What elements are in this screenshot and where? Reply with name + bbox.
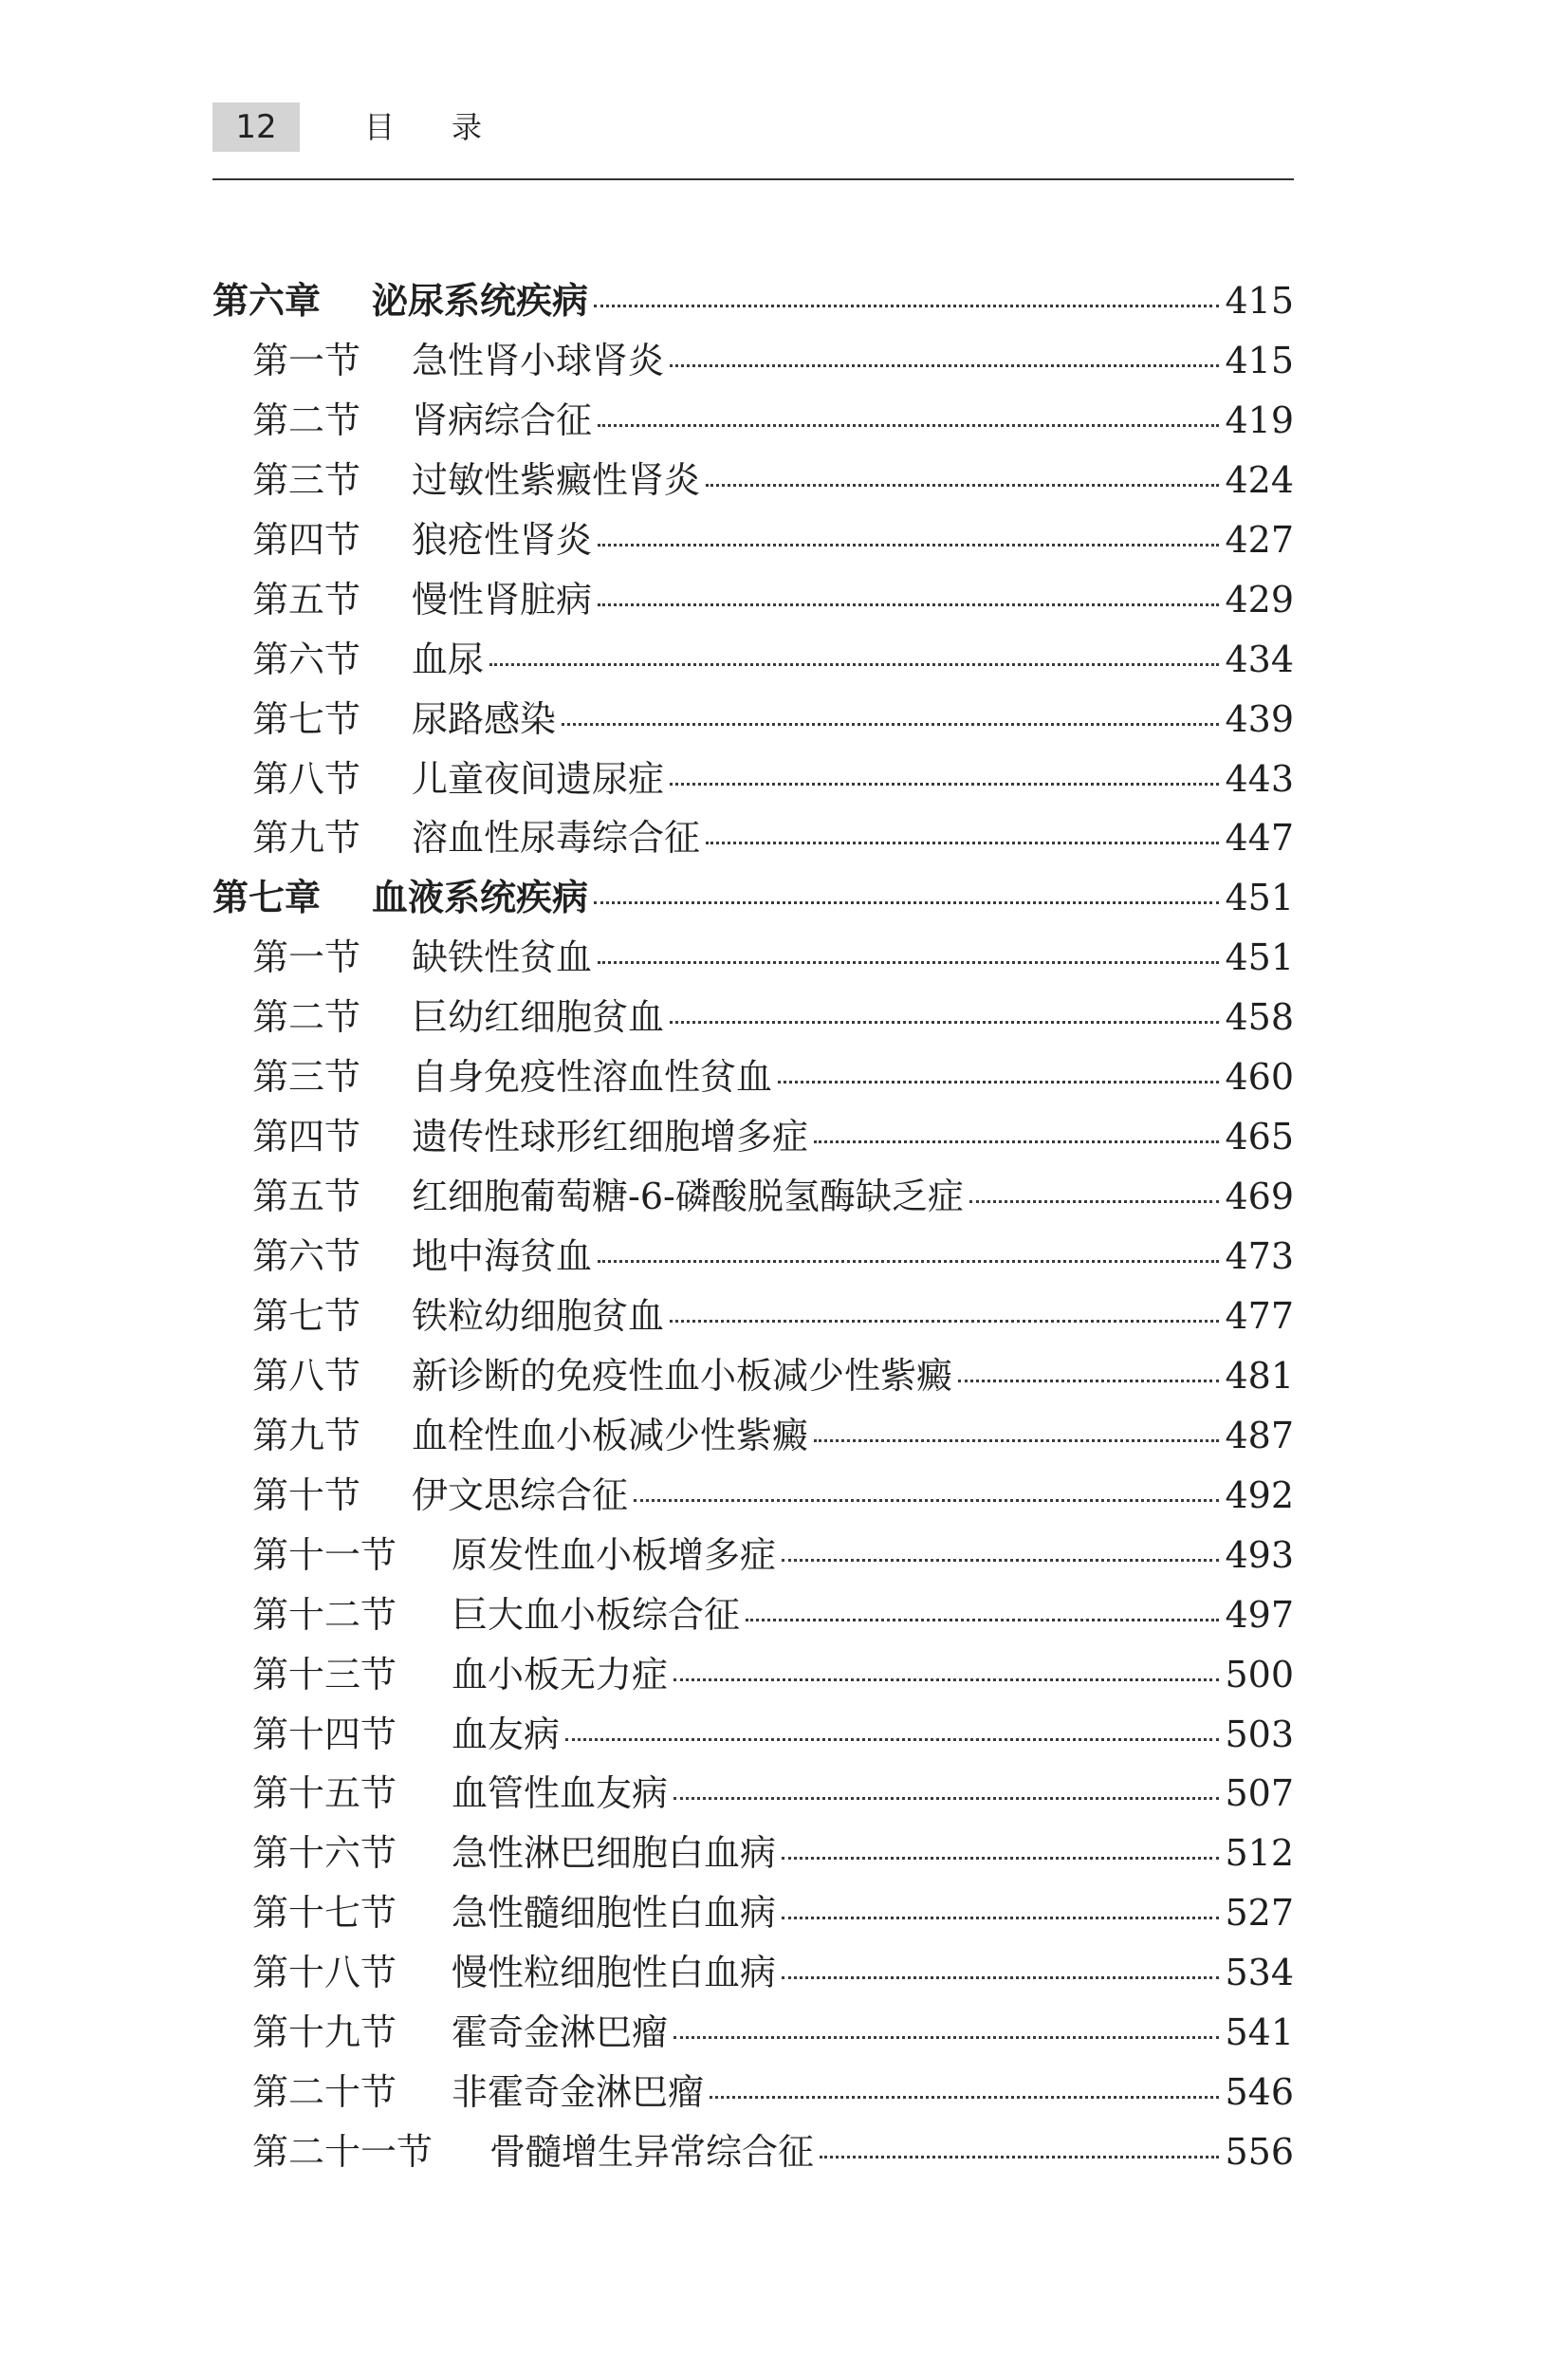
section-number: 第五节 [252, 578, 361, 621]
toc-section-entry[interactable] [212, 1705, 1294, 1765]
section-title: 肾病综合征 [412, 398, 593, 441]
dot-leader [594, 901, 1219, 904]
section-number: 第一节 [252, 339, 361, 381]
section-title: 铁粒幼细胞贫血 [412, 1294, 665, 1337]
section-number: 第十二节 [252, 1593, 397, 1636]
section-title: 地中海贫血 [412, 1235, 593, 1277]
section-title: 狼疮性肾炎 [412, 518, 593, 561]
page-number: 12 [212, 102, 300, 152]
section-title: 血栓性血小板减少性紫癜 [412, 1414, 809, 1456]
chapter-title: 泌尿系统疾病 [372, 280, 589, 322]
dot-leader [598, 603, 1219, 606]
dot-leader [820, 2156, 1219, 2158]
section-number: 第十六节 [252, 1832, 397, 1875]
section-number: 第十五节 [252, 1772, 397, 1815]
toc-section-entry[interactable] [212, 1645, 1294, 1705]
dot-leader [634, 1499, 1219, 1502]
page-number-ref: 556 [1225, 2131, 1294, 2174]
page-number-ref: 447 [1225, 817, 1294, 860]
dot-leader [782, 1559, 1219, 1562]
page-number-ref: 465 [1225, 1116, 1294, 1158]
section-number: 第十四节 [252, 1713, 397, 1755]
page-number-ref: 500 [1225, 1653, 1294, 1695]
toc-section-entry[interactable] [212, 690, 1294, 750]
section-title: 血小板无力症 [452, 1653, 669, 1695]
toc-section-entry[interactable] [212, 2063, 1294, 2122]
section-number: 第三节 [252, 1056, 361, 1099]
section-title: 霍奇金淋巴瘤 [452, 2011, 669, 2054]
page-number-ref: 473 [1225, 1235, 1294, 1277]
dot-leader [710, 2096, 1219, 2099]
section-title: 血管性血友病 [452, 1772, 669, 1815]
toc-section-entry[interactable] [212, 750, 1294, 809]
page-number-ref: 477 [1225, 1294, 1294, 1337]
section-number: 第七节 [252, 1294, 361, 1337]
toc-section-entry[interactable] [212, 1227, 1294, 1287]
page-number-ref: 534 [1225, 1952, 1294, 1994]
chapter-number: 第七章 [212, 877, 322, 919]
page-number-ref: 493 [1225, 1533, 1294, 1576]
section-number: 第九节 [252, 817, 361, 860]
section-number: 第一节 [252, 936, 361, 979]
section-title: 过敏性紫癜性肾炎 [412, 458, 701, 501]
page-number-ref: 460 [1225, 1056, 1294, 1099]
section-title: 血尿 [412, 638, 485, 680]
section-title: 红细胞葡萄糖-6-磷酸脱氢酶缺乏症 [412, 1176, 964, 1218]
section-number: 第八节 [252, 1354, 361, 1397]
dot-leader [565, 1738, 1219, 1741]
dot-leader [746, 1619, 1219, 1621]
section-title: 尿路感染 [412, 697, 557, 740]
toc-section-entry[interactable] [212, 1883, 1294, 1943]
toc-section-entry[interactable] [212, 331, 1294, 391]
dot-leader [673, 1797, 1219, 1800]
section-title: 急性肾小球肾炎 [412, 339, 665, 381]
dot-leader [706, 484, 1219, 487]
page-number-ref: 541 [1225, 2011, 1294, 2054]
section-number: 第二十节 [252, 2071, 397, 2114]
section-number: 第十九节 [252, 2011, 397, 2054]
page-number-ref: 507 [1225, 1772, 1294, 1815]
dot-leader [673, 1678, 1219, 1681]
toc-section-entry[interactable] [212, 1824, 1294, 1883]
dot-leader [782, 1976, 1219, 1979]
section-title: 血友病 [452, 1713, 561, 1755]
toc-section-entry[interactable] [212, 2003, 1294, 2063]
section-title: 巨幼红细胞贫血 [412, 996, 665, 1039]
dot-leader [814, 1140, 1219, 1143]
dot-leader [598, 544, 1219, 547]
page-number-ref: 512 [1225, 1832, 1294, 1875]
toc-section-entry[interactable] [212, 630, 1294, 690]
toc-section-entry[interactable] [212, 2122, 1294, 2182]
page-number-ref: 451 [1225, 936, 1294, 979]
dot-leader [673, 2036, 1219, 2039]
section-title: 儿童夜间遗尿症 [412, 757, 665, 800]
section-title: 慢性粒细胞性白血病 [452, 1952, 777, 1994]
dot-leader [778, 1081, 1219, 1084]
toc-section-entry[interactable] [212, 510, 1294, 570]
toc-chapter-entry[interactable] [212, 868, 1294, 928]
section-number: 第八节 [252, 757, 361, 800]
page-number-ref: 469 [1225, 1176, 1294, 1218]
toc-section-entry[interactable] [212, 928, 1294, 988]
section-number: 第二十一节 [252, 2131, 434, 2174]
page-number-ref: 503 [1225, 1713, 1294, 1755]
page-header [212, 102, 1294, 180]
section-title: 慢性肾脏病 [412, 578, 593, 621]
section-number: 第四节 [252, 1116, 361, 1158]
section-number: 第三节 [252, 458, 361, 501]
dot-leader [969, 1200, 1220, 1203]
toc-section-entry[interactable] [212, 1764, 1294, 1824]
section-title: 原发性血小板增多症 [452, 1533, 777, 1576]
section-title: 溶血性尿毒综合征 [412, 817, 701, 860]
page-number-ref: 429 [1225, 578, 1294, 621]
dot-leader [782, 1857, 1219, 1860]
page-number-ref: 415 [1225, 280, 1294, 322]
dot-leader [670, 1021, 1219, 1024]
dot-leader [670, 364, 1219, 367]
section-number: 第五节 [252, 1176, 361, 1218]
toc-section-entry[interactable] [212, 1346, 1294, 1406]
dot-leader [598, 424, 1219, 427]
section-number: 第四节 [252, 518, 361, 561]
section-number: 第十三节 [252, 1653, 397, 1695]
table-of-contents [212, 271, 1294, 2182]
toc-section-entry[interactable] [212, 988, 1294, 1047]
section-title: 缺铁性贫血 [412, 936, 593, 979]
section-number: 第十七节 [252, 1892, 397, 1935]
section-title: 巨大血小板综合征 [452, 1593, 741, 1636]
toc-section-entry[interactable] [212, 1585, 1294, 1645]
section-title: 遗传性球形红细胞增多症 [412, 1116, 809, 1158]
chapter-title: 血液系统疾病 [372, 877, 589, 919]
page-number-ref: 527 [1225, 1892, 1294, 1935]
toc-section-entry[interactable] [212, 1167, 1294, 1227]
section-number: 第二节 [252, 398, 361, 441]
section-number: 第二节 [252, 996, 361, 1039]
toc-section-entry[interactable] [212, 570, 1294, 630]
section-number: 第六节 [252, 1235, 361, 1277]
page-number-ref: 451 [1225, 877, 1294, 919]
dot-leader [562, 723, 1219, 726]
page-number-ref: 458 [1225, 996, 1294, 1039]
page-number-ref: 424 [1225, 458, 1294, 501]
toc-section-entry[interactable] [212, 1466, 1294, 1526]
page-number-ref: 546 [1225, 2071, 1294, 2114]
page-number-ref: 427 [1225, 518, 1294, 561]
page-number-ref: 443 [1225, 757, 1294, 800]
dot-leader [958, 1380, 1219, 1382]
toc-section-entry[interactable] [212, 1526, 1294, 1585]
dot-leader [706, 842, 1219, 844]
page-number-ref: 497 [1225, 1593, 1294, 1636]
toc-section-entry[interactable] [212, 1107, 1294, 1167]
dot-leader [670, 783, 1219, 786]
toc-section-entry[interactable] [212, 391, 1294, 451]
dot-leader [598, 1260, 1219, 1263]
section-number: 第六节 [252, 638, 361, 680]
dot-leader [489, 663, 1219, 666]
dot-leader [594, 305, 1219, 307]
header-divider [212, 178, 1294, 180]
page-number-ref: 415 [1225, 339, 1294, 381]
toc-chapter-entry[interactable] [212, 271, 1294, 331]
page-number-ref: 439 [1225, 697, 1294, 740]
section-number: 第九节 [252, 1414, 361, 1456]
section-title: 新诊断的免疫性血小板减少性紫癜 [412, 1354, 953, 1397]
page-number-ref: 487 [1225, 1414, 1294, 1456]
section-number: 第十节 [252, 1473, 361, 1516]
section-number: 第十八节 [252, 1952, 397, 1994]
toc-section-entry[interactable] [212, 451, 1294, 510]
page-number-ref: 481 [1225, 1354, 1294, 1397]
section-number: 第十一节 [252, 1533, 397, 1576]
dot-leader [670, 1320, 1219, 1323]
toc-section-entry[interactable] [212, 1943, 1294, 2003]
section-number: 第七节 [252, 697, 361, 740]
dot-leader [782, 1917, 1219, 1919]
page-number-ref: 419 [1225, 398, 1294, 441]
section-title: 自身免疫性溶血性贫血 [412, 1056, 773, 1099]
section-title: 急性髓细胞性白血病 [452, 1892, 777, 1935]
dot-leader [598, 961, 1219, 964]
section-title: 急性淋巴细胞白血病 [452, 1832, 777, 1875]
page-number-ref: 492 [1225, 1473, 1294, 1516]
page-number-ref: 434 [1225, 638, 1294, 680]
chapter-number: 第六章 [212, 280, 322, 322]
section-title: 骨髓增生异常综合征 [489, 2131, 815, 2174]
toc-section-entry[interactable] [212, 808, 1294, 868]
toc-section-entry[interactable] [212, 1287, 1294, 1346]
section-title: 伊文思综合征 [412, 1473, 629, 1516]
section-title: 非霍奇金淋巴瘤 [452, 2071, 705, 2114]
running-header-title: 目录 [364, 109, 540, 145]
dot-leader [814, 1439, 1219, 1442]
toc-section-entry[interactable] [212, 1047, 1294, 1107]
toc-section-entry[interactable] [212, 1406, 1294, 1466]
